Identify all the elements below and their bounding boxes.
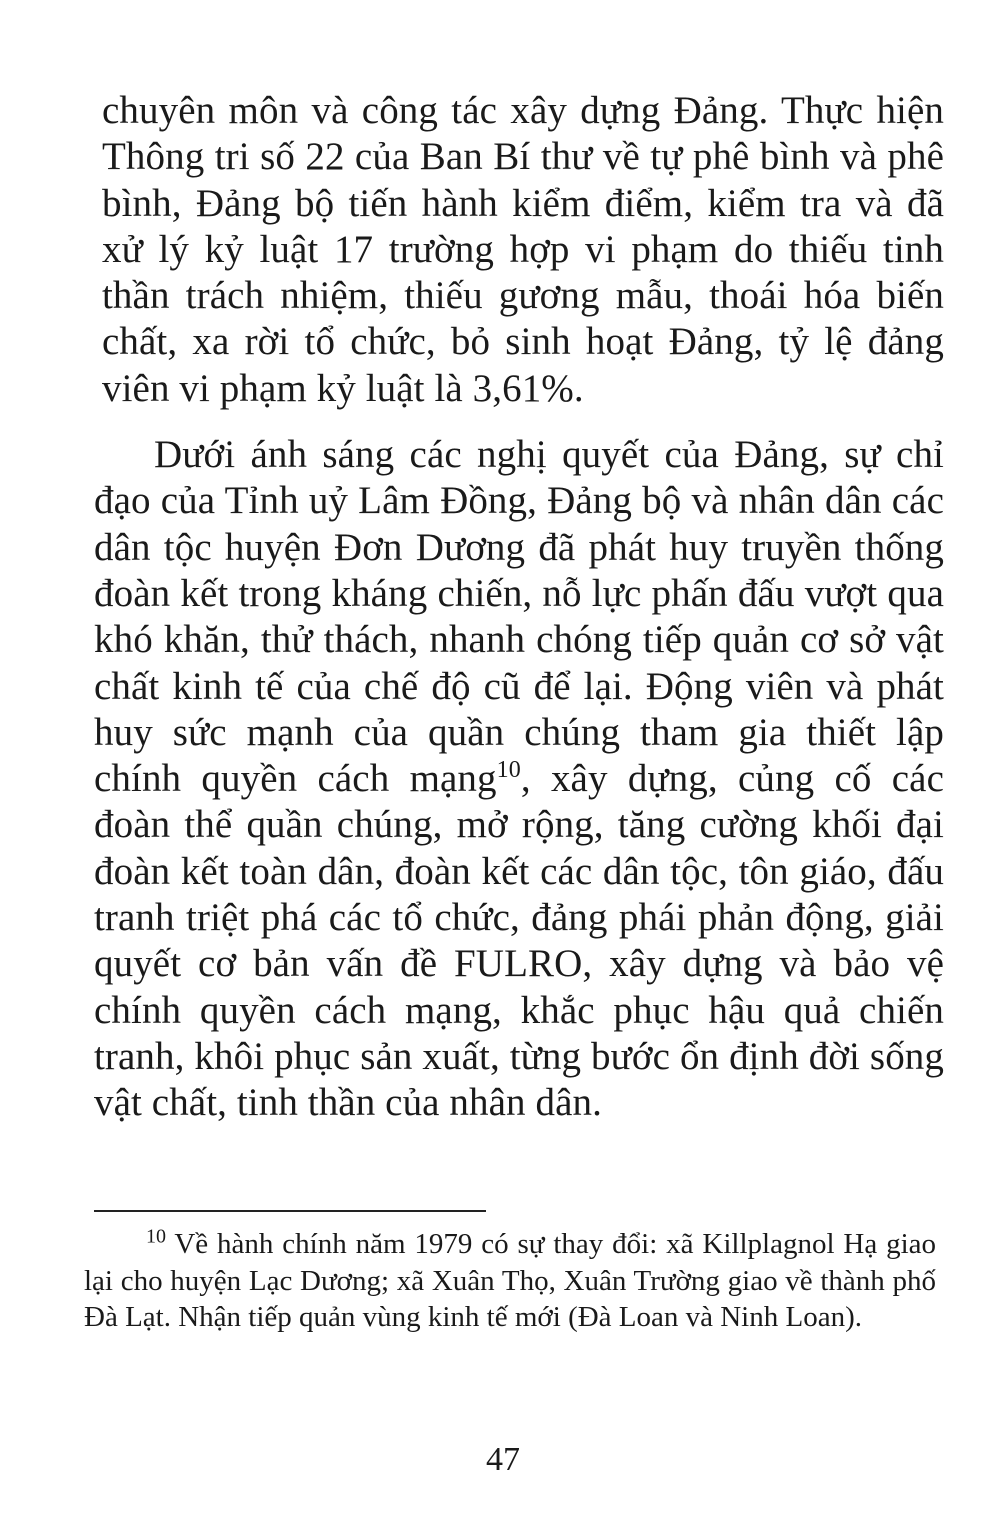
paragraph-1: chuyên môn và công tác xây dựng Đảng. Thực hiện Thông tri số 22 của Ban Bí thư về tự phê bình và phê bình, Đảng bộ tiến hành kiểm điểm, kiểm tra và đã xử lý kỷ luật 17 trường hợp vi phạm do thiếu tinh thần trách nhiệm, thiếu gương mẫu, thoái hóa biến chất, xa rời tổ chức, bỏ sinh hoạt Đảng, tỷ lệ đảng viên vi phạm kỷ luật là 3,61%. [102, 89, 944, 410]
body-text [94, 88, 944, 1127]
page-number: 47 [486, 1441, 520, 1478]
footnote [84, 1226, 936, 1336]
paragraph-2-after-ref: , xây dựng, củng cố các đoàn thể quần chúng, mở rộng, tăng cường khối đại đoàn kết toàn dân, đoàn kết các dân tộc, tôn giáo, đấu tranh triệt phá các tổ chức, đảng phái phản động, giải quyết cơ bản vấn đề FULRO, xây dựng và bảo vệ chính quyền cách mạng, khắc phục hậu quả chiến tranh, khôi phục sản xuất, từng bước ổn định đời sống vật chất, tinh thần của nhân dân. [94, 757, 944, 1125]
footnote-text: Về hành chính năm 1979 có sự thay đổi: xã Killplagnol Hạ giao lại cho huyện Lạc Dương; xã Xuân Thọ, Xuân Trường giao về thành phố Đà Lạt. Nhận tiếp quản vùng kinh tế mới (Đà Loan và Ninh Loan). [84, 1228, 936, 1333]
footnote-divider [94, 1210, 486, 1212]
paragraph-2 [94, 432, 944, 1126]
footnote-reference: 10 [496, 757, 521, 784]
footnote-number: 10 [146, 1225, 166, 1248]
paragraph-2-before-ref: Dưới ánh sáng các nghị quyết của Đảng, sự chỉ đạo của Tỉnh uỷ Lâm Đồng, Đảng bộ và nhân dân các dân tộc huyện Đơn Dương đã phát huy truyền thống đoàn kết trong kháng chiến, nỗ lực phấn đấu vượt qua khó khăn, thử thách, nhanh chóng tiếp quản cơ sở vật chất kinh tế của chế độ cũ để lại. Động viên và phát huy sức mạnh của quần chúng tham gia thiết lập chính quyền cách mạng [94, 433, 944, 801]
